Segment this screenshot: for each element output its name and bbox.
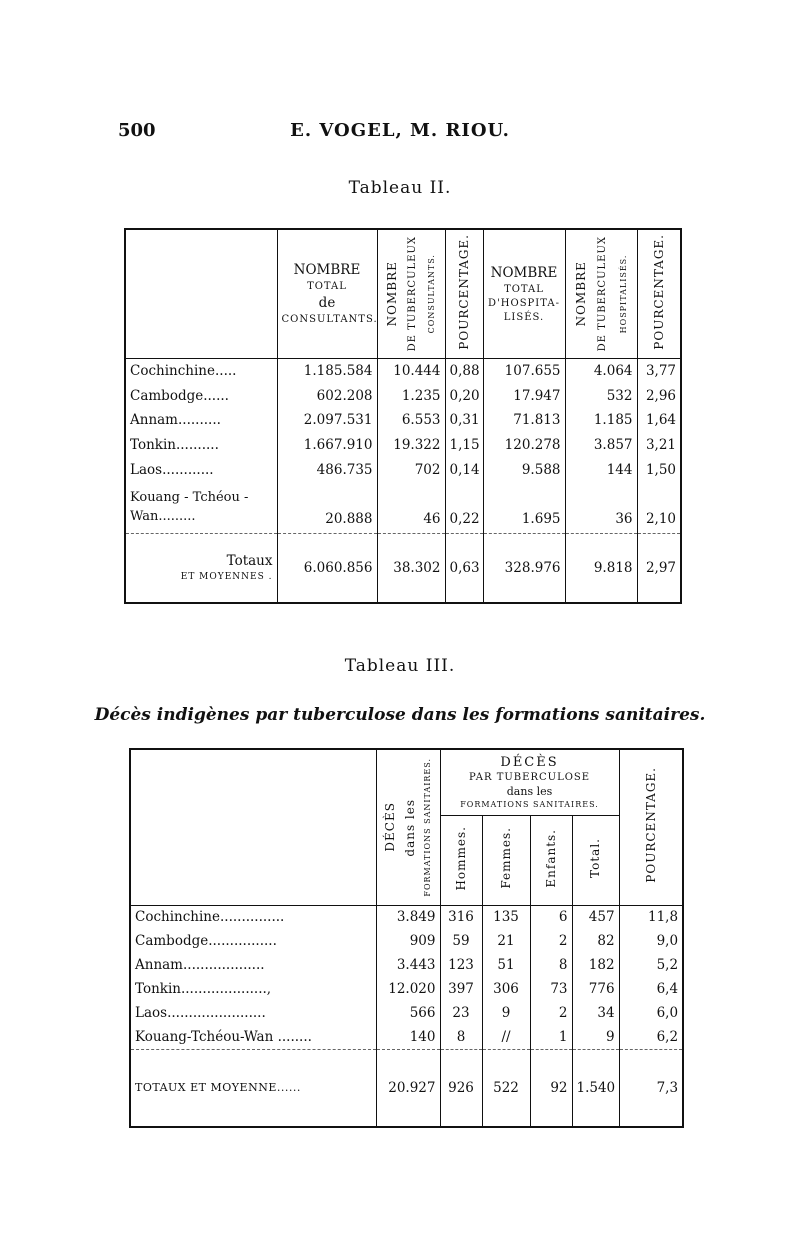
cell-pct: 11,8: [619, 905, 683, 929]
header-line: NOMBRE: [385, 261, 399, 327]
header-pourcentage-2: [637, 229, 681, 359]
total-tub-hospitalises: 9.818: [565, 533, 637, 603]
cell-hommes: 8: [440, 1025, 482, 1049]
cell-femmes: //: [482, 1025, 530, 1049]
header-line: POURCENTAGE.: [643, 767, 658, 884]
total-pct1: 0,63: [445, 533, 483, 603]
total-consultants: 6.060.856: [277, 533, 377, 603]
header-line: NOMBRE: [293, 262, 361, 279]
row-label: Cambodge......: [130, 387, 229, 404]
table2-title: Tableau II.: [348, 178, 452, 198]
cell-total: 457: [572, 905, 619, 929]
cell-total: 82: [572, 929, 619, 953]
table-row: [130, 905, 683, 929]
cell-pct1: 0,31: [445, 408, 483, 433]
cell-pct2: 2,96: [637, 383, 681, 408]
table-row: [125, 457, 681, 482]
cell-tub-consultants: 46: [377, 482, 445, 533]
row-label: Cochinchine.....: [130, 363, 237, 380]
cell-tub-hospitalises: 4.064: [565, 359, 637, 384]
table3-header-top: [130, 749, 683, 815]
header-hospitalises-total: [483, 229, 565, 359]
row-label: Cochinchine...............: [135, 909, 285, 926]
cell-enfants: 73: [530, 977, 572, 1001]
cell-enfants: 8: [530, 953, 572, 977]
header-hommes: [440, 815, 482, 905]
header-line: FORMATIONS SANITAIRES.: [423, 757, 433, 897]
header-line: POURCENTAGE.: [456, 234, 471, 350]
cell-pct2: 1,64: [637, 408, 681, 433]
cell-total: 9: [572, 1025, 619, 1049]
header-line: POURCENTAGE.: [651, 234, 666, 350]
cell-tub-consultants: 19.322: [377, 433, 445, 458]
total-hommes: 926: [440, 1049, 482, 1127]
total-deces: 20.927: [376, 1049, 440, 1127]
totals-label: [125, 533, 277, 603]
cell-consultants: 20.888: [277, 482, 377, 533]
row-label: Kouang-Tchéou-Wan ........: [135, 1028, 312, 1045]
header-total: [572, 815, 619, 905]
cell-pct2: 2,10: [637, 482, 681, 533]
header-line: NOMBRE: [573, 261, 588, 327]
header-tuberculeux-hospitalises: [565, 229, 637, 359]
header-deces-tuberculose: [440, 749, 619, 815]
header-line: LISÉS.: [503, 311, 545, 323]
running-head: E. VOGEL, M. RIOU.: [290, 120, 510, 141]
total-tub-consultants: 38.302: [377, 533, 445, 603]
table3-title: Tableau III.: [344, 656, 456, 676]
cell-tub-hospitalises: 36: [565, 482, 637, 533]
header-deces-total: [376, 749, 440, 905]
row-label: Laos............: [130, 461, 214, 478]
cell-pct1: 0,14: [445, 457, 483, 482]
table2-header-row: [125, 229, 681, 359]
header-line: PAR TUBERCULOSE: [468, 772, 591, 784]
cell-pct2: 3,21: [637, 433, 681, 458]
cell-pct1: 0,22: [445, 482, 483, 533]
cell-femmes: 306: [482, 977, 530, 1001]
cell-tub-consultants: 702: [377, 457, 445, 482]
table-row: [125, 433, 681, 458]
table-row: [125, 408, 681, 433]
cell-total: 776: [572, 977, 619, 1001]
cell-tub-hospitalises: 144: [565, 457, 637, 482]
total-femmes: 522: [482, 1049, 530, 1127]
row-label: Kouang - Tchéou - Wan.........: [130, 489, 249, 525]
cell-pct2: 1,50: [637, 457, 681, 482]
header-pourcentage-1: [445, 229, 483, 359]
cell-deces: 909: [376, 929, 440, 953]
cell-hommes: 316: [440, 905, 482, 929]
header-line: D'HOSPITA-: [488, 297, 560, 309]
cell-deces: 3.443: [376, 953, 440, 977]
row-label: Cambodge................: [135, 933, 277, 949]
cell-deces: 566: [376, 1001, 440, 1025]
cell-tub-hospitalises: 1.185: [565, 408, 637, 433]
cell-hommes: 23: [440, 1001, 482, 1025]
table-row: [130, 953, 683, 977]
header-tuberculeux-consultants: [377, 229, 445, 359]
cell-hommes: 59: [440, 929, 482, 953]
cell-pct1: 0,88: [445, 359, 483, 384]
cell-consultants: 486.735: [277, 457, 377, 482]
total-pct2: 2,97: [637, 533, 681, 603]
header-line: dans les: [403, 798, 418, 857]
header-line: de: [318, 295, 336, 312]
row-label: Annam...................: [135, 957, 265, 973]
cell-hospitalises: 107.655: [483, 359, 565, 384]
cell-enfants: 1: [530, 1025, 572, 1049]
cell-total: 182: [572, 953, 619, 977]
totals-row: [125, 533, 681, 603]
cell-hospitalises: 9.588: [483, 457, 565, 482]
header-line: HOSPITALISÉS.: [618, 254, 628, 334]
table3: [129, 748, 684, 1128]
cell-deces: 12.020: [376, 977, 440, 1001]
cell-hommes: 397: [440, 977, 482, 1001]
table2-corner: [125, 229, 277, 359]
total-enfants: 92: [530, 1049, 572, 1127]
header-line: dans les: [506, 784, 553, 798]
cell-enfants: 6: [530, 905, 572, 929]
cell-consultants: 1.667.910: [277, 433, 377, 458]
cell-femmes: 135: [482, 905, 530, 929]
row-label: Laos.......................: [135, 1005, 266, 1021]
header-line: CONSULTANTS.: [281, 314, 378, 326]
header-enfants: [530, 815, 572, 905]
totals-label: TOTAUX ET MOYENNE......: [130, 1049, 376, 1127]
header-line: Total.: [588, 838, 603, 878]
totals-row: [130, 1049, 683, 1127]
cell-hospitalises: 71.813: [483, 408, 565, 433]
cell-pct1: 0,20: [445, 383, 483, 408]
cell-tub-consultants: 10.444: [377, 359, 445, 384]
header-line: CONSULTANTS.: [427, 254, 437, 334]
cell-tub-hospitalises: 532: [565, 383, 637, 408]
cell-femmes: 21: [482, 929, 530, 953]
table3-subtitle: Décès indigènes par tuberculose dans les formations sanitaires.: [94, 705, 706, 725]
header-line: FORMATIONS SANITAIRES.: [460, 799, 599, 809]
cell-hospitalises: 17.947: [483, 383, 565, 408]
total-total: 1.540: [572, 1049, 619, 1127]
cell-pct1: 1,15: [445, 433, 483, 458]
cell-deces: 140: [376, 1025, 440, 1049]
table2: [124, 228, 682, 604]
header-line: TOTAL: [307, 281, 347, 293]
cell-consultants: 1.185.584: [277, 359, 377, 384]
table-row: [125, 482, 681, 533]
header-line: Femmes.: [498, 827, 513, 889]
cell-consultants: 2.097.531: [277, 408, 377, 433]
row-label: Annam..........: [130, 412, 221, 429]
header-line: DÉCÈS: [382, 802, 397, 853]
cell-enfants: 2: [530, 1001, 572, 1025]
cell-pct: 5,2: [619, 953, 683, 977]
header-line: NOMBRE: [490, 264, 558, 281]
table-row: [130, 1001, 683, 1025]
cell-total: 34: [572, 1001, 619, 1025]
total-hospitalises: 328.976: [483, 533, 565, 603]
cell-pct: 6,2: [619, 1025, 683, 1049]
cell-hospitalises: 120.278: [483, 433, 565, 458]
total-pct: 7,3: [619, 1049, 683, 1127]
table-row: [130, 1025, 683, 1049]
cell-femmes: 9: [482, 1001, 530, 1025]
cell-pct: 9,0: [619, 929, 683, 953]
header-line: DE TUBERCULEUX: [597, 236, 609, 352]
row-label: Tonkin....................,: [135, 981, 272, 997]
cell-pct: 6,4: [619, 977, 683, 1001]
row-label: Tonkin..........: [130, 436, 219, 453]
header-consultants-total: [277, 229, 377, 359]
header-line: Enfants.: [543, 828, 558, 888]
page-number: 500: [118, 120, 156, 141]
cell-hospitalises: 1.695: [483, 482, 565, 533]
table3-corner: [130, 749, 376, 905]
cell-tub-hospitalises: 3.857: [565, 433, 637, 458]
cell-consultants: 602.208: [277, 383, 377, 408]
cell-femmes: 51: [482, 953, 530, 977]
table-row: [130, 977, 683, 1001]
cell-tub-consultants: 1.235: [377, 383, 445, 408]
header-pourcentage: [619, 749, 683, 905]
cell-hommes: 123: [440, 953, 482, 977]
cell-deces: 3.849: [376, 905, 440, 929]
header-line: TOTAL: [504, 283, 544, 295]
table-row: [125, 383, 681, 408]
table-row: [130, 929, 683, 953]
header-line: Hommes.: [453, 825, 468, 891]
cell-enfants: 2: [530, 929, 572, 953]
header-line: DE TUBERCULEUX: [407, 236, 419, 352]
cell-tub-consultants: 6.553: [377, 408, 445, 433]
header-femmes: [482, 815, 530, 905]
cell-pct: 6,0: [619, 1001, 683, 1025]
table-row: [125, 359, 681, 384]
totals-label-line: Totaux: [226, 553, 273, 570]
cell-pct2: 3,77: [637, 359, 681, 384]
totals-label-line: ET MOYENNES .: [180, 572, 273, 583]
header-line: DÉCÈS: [500, 754, 559, 770]
